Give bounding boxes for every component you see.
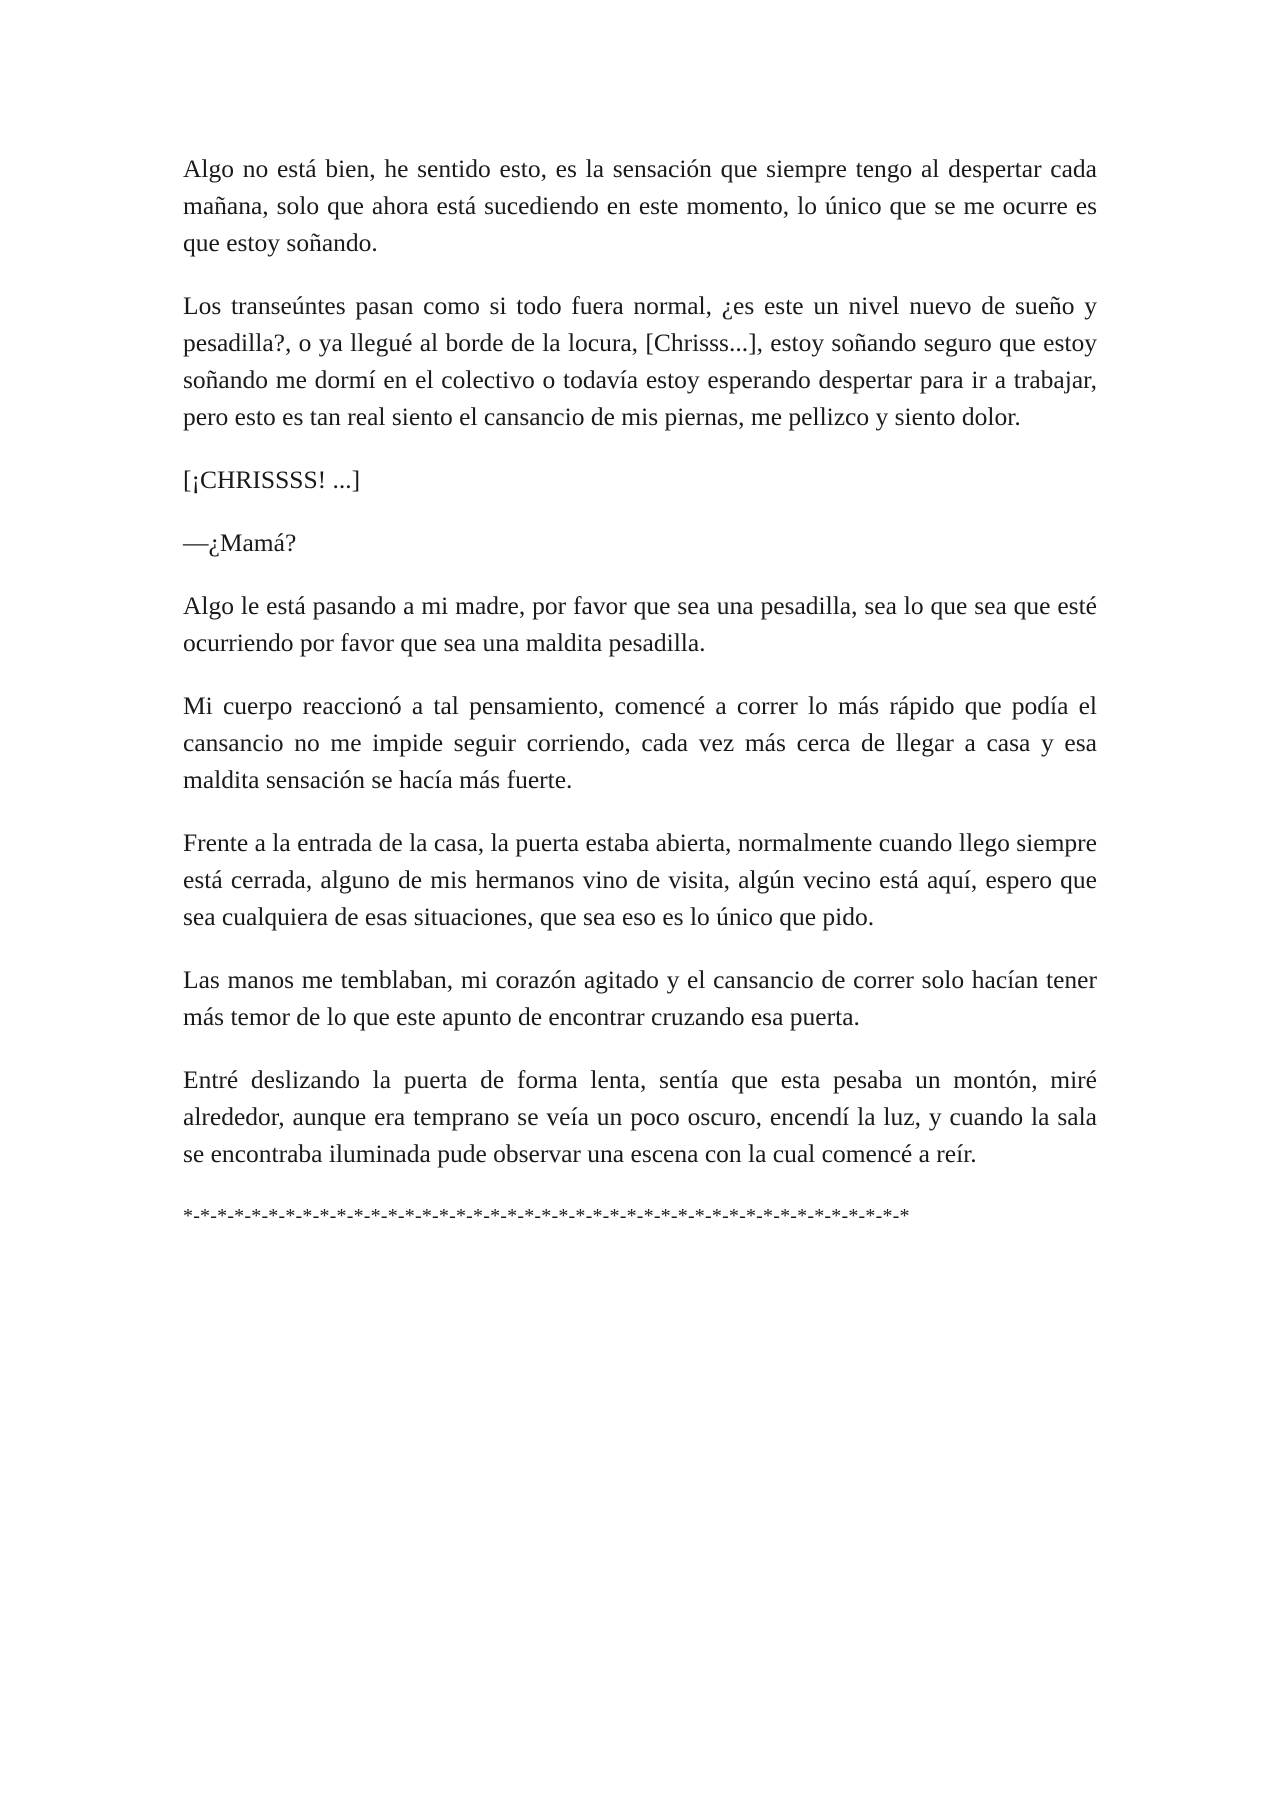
paragraph-9: Entré deslizando la puerta de forma lenta, sentía que esta pesaba un montón, miré alrededor, aunque era temprano se veía un poco oscuro, encendí la luz, y cuando la sala se encontraba iluminada pude observar una escena con la cual comencé a reír. [183, 1065, 1097, 1168]
paragraph-6: Mi cuerpo reaccionó a tal pensamiento, comencé a correr lo más rápido que podía el cansancio no me impide seguir corriendo, cada vez más cerca de llegar a casa y esa maldita sensación se hacía más fuerte. [183, 691, 1097, 794]
paragraph-7: Frente a la entrada de la casa, la puerta estaba abierta, normalmente cuando llego siempre está cerrada, alguno de mis hermanos vino de visita, algún vecino está aquí, espero que sea cualquiera de esas situaciones, que sea eso es lo único que pido. [183, 828, 1097, 931]
paragraph-8: Las manos me temblaban, mi corazón agitado y el cansancio de correr solo hacían tener más temor de lo que este apunto de encontrar cruzando esa puerta. [183, 965, 1097, 1031]
paragraph-2: Los transeúntes pasan como si todo fuera normal, ¿es este un nivel nuevo de sueño y pesadilla?, o ya llegué al borde de la locura, [Chrisss...], estoy soñando seguro que estoy soñando me dormí en el colectivo o todavía estoy esperando despertar para ir a trabajar, pero esto es tan real siento el cansancio de mis piernas, me pellizco y siento dolor. [183, 291, 1097, 431]
section-separator: *-*-*-*-*-*-*-*-*-*-*-*-*-*-*-*-*-*-*-*-*-*-*-*-*-*-*-*-*-*-*-*-*-*-*-*-*-*-*-*-*-*-* [183, 1205, 910, 1227]
paragraph-1: Algo no está bien, he sentido esto, es la sensación que siempre tengo al despertar cada mañana, solo que ahora está sucediendo en este momento, lo único que se me ocurre es que estoy soñando. [183, 154, 1097, 257]
paragraph-4: —¿Mamá? [183, 528, 297, 557]
paragraph-5: Algo le está pasando a mi madre, por favor que sea una pesadilla, sea lo que sea que esté ocurriendo por favor que sea una maldita pesadilla. [183, 591, 1097, 657]
document-body [183, 150, 1097, 1235]
paragraph-3: [¡CHRISSSS! ...] [183, 465, 361, 494]
